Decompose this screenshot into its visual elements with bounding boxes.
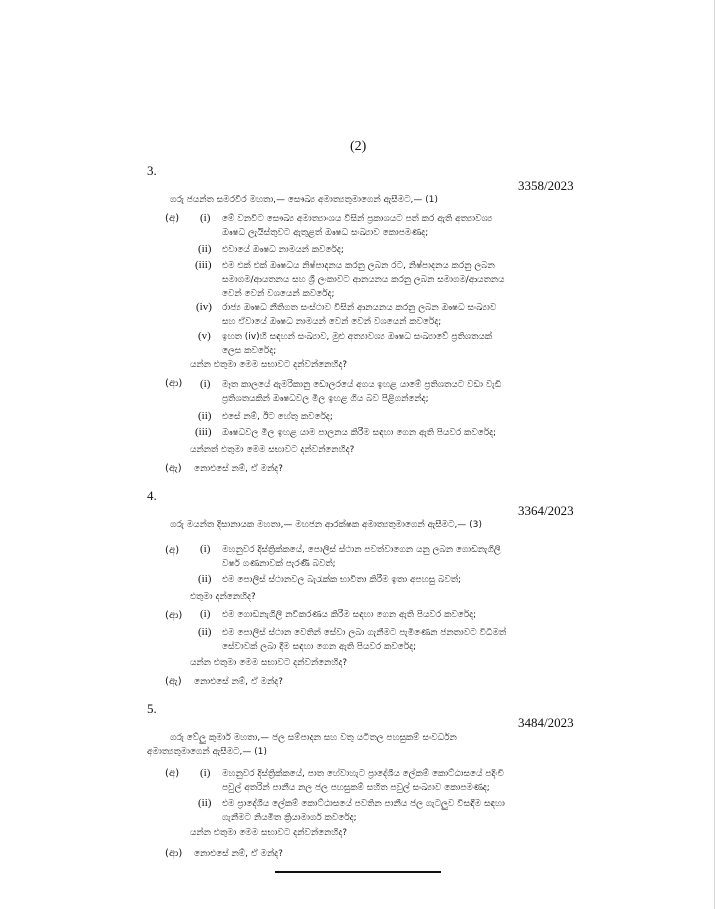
item-text: එසේ නම්, ඊට හේතු කවරේද; [222,412,333,422]
item-number: (i) [200,212,211,224]
item-text: ගැනීමට නියමිත ක්‍රියාමාර්ග කවරේද; [222,813,357,823]
closing-line: නොඑසේ නම්, ඒ මන්ද? [194,464,283,474]
item-text: මෑත කාලයේ ඇමරිකානු ඩොලරයේ අගය ඉහළ යාමේ ප්‍රතිශතයට වඩා වැඩි [222,380,502,390]
item-number: (ii) [198,797,212,809]
question-intro: ගරු වේලු කුමාර් මහතා,— ජල සම්පාදන සහ වතු යටිතල පහසුකම් සංවර්ධන [170,733,457,743]
page-number: (2) [350,139,367,154]
item-text: ඖෂධ ලැයිස්තුවට ඇතුළත් ඖෂධ සංඛ්‍යාව කොපමණද; [222,228,429,238]
item-text: එම එක් එක් ඖෂධය නිෂ්පාදනය කරනු ලබන රට, නිෂ්පාදනය කරනු ලබන [222,261,495,271]
item-text: රාජ්‍ය ඖෂධ නීතිගත සංස්ථාව විසින් ආනයනය කරනු ලබන ඖෂධ සංඛ්‍යාව [222,303,497,313]
item-text: ලෙස කවරේද; [222,346,277,356]
closing-line: එතුමා දන්නෙහිද? [190,592,256,602]
item-text: එම පොලිස් ස්ථානවල බැරැක්ක භාවිතා කිරීම ඉතා අපහසු බවත්; [222,575,462,585]
item-number: (iii) [195,259,212,271]
closing-line: යන්න එතුමා මෙම සභාවට දන්වන්නෙහිද? [190,828,348,838]
closing-line: යන්නත් එතුමා මෙම සභාවට දන්වන්නෙහිද? [190,445,355,455]
question-intro: ගරු ජයන්ත සමරවීර මහතා,— සෞඛ්‍ය අමාත්‍යතුමාගෙන් ඇසීමට,— (1) [170,195,439,205]
question-intro: අමාත්‍යතුමාගෙන් ඇසීමට,— (1) [147,747,267,757]
item-number: (i) [200,767,211,779]
item-text: සහ ඒවායේ ඖෂධ නාමයන් වෙන් වෙන් වශයෙන් කවරේද; [222,317,442,327]
item-number: (ii) [198,410,212,422]
question-reference: 3484/2023 [518,715,574,730]
item-text: එම ගොඩනැගිලි නවීකරණය කිරීම සඳහා ගෙන ඇති පියවර කවරේද; [222,610,477,620]
item-number: (i) [200,608,211,620]
item-text: එම ප්‍රාදේශීය ලේකම් කොට්ඨාසයේ පවතින පානීය ජල ගැටලුව විසඳීම සඳහා [222,799,505,809]
end-rule [275,871,441,873]
item-number: (v) [198,330,211,342]
question-reference: 3358/2023 [518,178,574,193]
item-text: වර්ෂ ගණනාවක් පැරණි බවත්; [222,559,336,569]
part-a-marker: (අ) [165,545,180,556]
part-ae-marker: (ඇ) [165,676,182,687]
item-text: එම පොලිස් ස්ථාන වෙතින් සේවා ලබා ගැනීමට පැමිණෙන ජනතාවට විධිමත් [222,628,507,638]
closing-line: නොඑසේ නම්, ඒ මන්ද? [194,677,283,687]
item-text: සමාගම/ආයතනය සහ ශ්‍රී ලංකාවට ආනයනය කරනු ලබන සමාගම/ආයතනය [222,275,505,285]
item-text: සේවාවක් ලබා දීම සඳහා ගෙන ඇති පියවර කවරේද; [222,642,417,652]
item-number: (ii) [198,243,212,255]
part-ae-marker: (ඇ) [165,463,182,474]
item-number: (ii) [198,626,212,638]
question-number: 3. [147,163,157,178]
part-a-marker: (අ) [165,768,180,779]
item-text: පවුල් අතරින් පානීය නල ජල පහසුකම් සහිත පවුල් සංඛ්‍යාව කොපමණද; [222,783,490,793]
item-text: ප්‍රතිශතයකින් ඖෂධවල මිල ඉහළ ගිය බව පිළිගන්නේද; [222,394,429,404]
item-text: ඉහත (iv)හි සඳහන් සංඛ්‍යාව, මුළු අත්‍යාවශ්‍ය ඖෂධ සංඛ්‍යාවේ ප්‍රතිශතයක් [222,332,492,342]
item-text: මහනුවර දිස්ත්‍රික්කයේ, පොලිස් ස්ථාන පවත්වාගෙන යනු ලබන ගොඩනැගිලි [222,545,501,555]
closing-line: යන්න එතුමා මෙම සභාවට දන්වන්නෙහිද? [190,360,348,370]
part-aa-marker: (ආ) [165,848,183,859]
item-number: (iii) [195,426,212,438]
item-text: එවායේ ඖෂධ නාමයන් කවරේද; [222,245,344,255]
item-text: වෙන් වෙන් වශයෙන් කවරේද; [222,289,335,299]
part-aa-marker: (ආ) [165,610,183,621]
item-number: (ii) [198,573,212,585]
item-number: (i) [200,378,211,390]
closing-line: නොඑසේ නම්, ඒ මන්ද? [194,849,283,859]
item-number: (iv) [196,301,212,313]
question-number: 4. [147,488,157,503]
closing-line: යන්න එතුමා මෙම සභාවට දන්වන්නෙහිද? [190,658,348,668]
question-number: 5. [147,701,157,716]
item-text: මේ වනවිට සෞඛ්‍ය අමාත්‍යාංශය විසින් ප්‍රකාශයට පත් කර ඇති අත්‍යාවශ්‍ය [222,214,493,224]
question-intro: ගරු මයන්ත දිසානායක මහතා,— මහජන ආරක්ෂක අමාත්‍යතුමාගෙන් ඇසීමට,— (3) [170,520,482,530]
question-reference: 3364/2023 [518,503,574,518]
part-a-marker: (අ) [165,213,180,224]
item-text: මහනුවර දිස්ත්‍රික්කයේ, පාත හේවාහැට ප්‍රාදේශීය ලේකම් කොට්ඨාසයේ පදිංචි [222,769,504,779]
part-aa-marker: (ආ) [165,378,183,389]
item-number: (i) [200,543,211,555]
item-text: ඖෂධවල මිල ඉහළ යාම පාලනය කිරීම සඳහා ගෙන ඇති පියවර කවරේද; [222,428,497,438]
